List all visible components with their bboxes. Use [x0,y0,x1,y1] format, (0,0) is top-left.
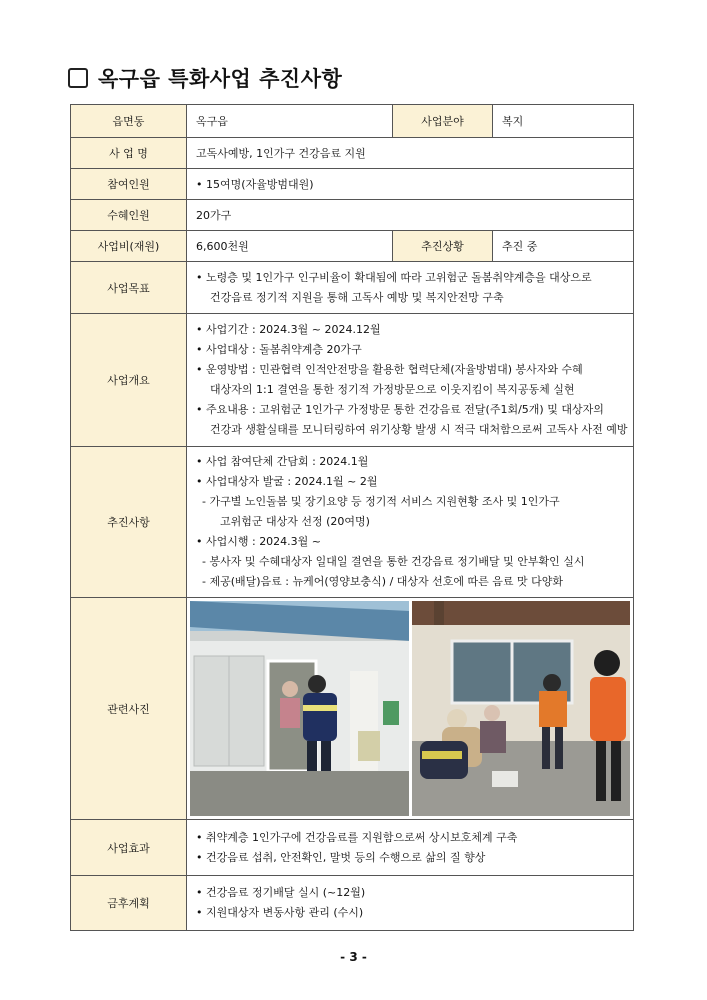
label-plan: 금후계획 [71,876,187,931]
label-budget: 사업비(재원) [71,231,187,262]
progress-line: • 사업시행 : 2024.3월 ~ [196,535,322,548]
row-goal [71,262,634,314]
label-status: 추진상황 [393,231,493,262]
label-participants: 참여인원 [71,169,187,200]
goal-line: 건강음료 정기적 지원을 통해 고독사 예방 및 복지안전망 구축 [210,290,504,304]
row-project-name [71,138,634,169]
overview-line: • 주요내용 : 고위험군 1인가구 가정방문 통한 건강음료 전달(주1회/5개) 및 대상자의 [196,403,604,416]
value-plan [187,876,634,931]
page-number: - 3 - [340,950,367,964]
progress-line: - 가구별 노인돌봄 및 장기요양 등 정기적 서비스 지원현황 조사 및 1인가구 [202,495,560,508]
label-beneficiaries: 수혜인원 [71,200,187,231]
value-goal [187,262,634,314]
plan-line: • 건강음료 정기배달 실시 (~12월) [196,886,366,899]
plan-line: • 지원대상자 변동사항 관리 (수시) [196,906,364,919]
overview-line: • 사업기간 : 2024.3월 ~ 2024.12월 [196,323,381,336]
photos-cell [187,598,634,820]
value-project-name: 고독사예방, 1인가구 건강음료 지원 [187,138,634,169]
row-region [71,105,634,138]
row-progress [71,447,634,598]
label-photos: 관련사진 [71,598,187,820]
label-overview: 사업개요 [71,314,187,447]
overview-line: 대상자의 1:1 결연을 통한 정기적 가정방문으로 이웃지킴이 복지공동체 실현 [210,383,575,396]
overview-line: • 운영방법 : 민관협력 인적안전망을 활용한 협력단체(자율방범대) 봉사자와 수혜 [196,363,583,376]
row-overview [71,314,634,447]
row-effect [71,820,634,876]
label-project-name: 사 업 명 [71,138,187,169]
page-title: 옥구읍 특화사업 추진사항 [98,67,343,91]
progress-line: - 제공(배달)음료 : 뉴케어(영양보충식) / 대상자 선호에 따른 음료 맛 다양화 [202,575,564,588]
value-status: 추진 중 [493,231,634,262]
label-goal: 사업목표 [71,262,187,314]
effect-line: • 건강음료 섭취, 안전확인, 말벗 등의 수행으로 삶의 질 향상 [196,850,486,864]
label-effect: 사업효과 [71,820,187,876]
overview-line: 건강과 생활실태를 모니터링하여 위기상황 발생 시 적극 대처함으로써 고독사 사전 예방 [210,423,628,436]
value-beneficiaries: 20가구 [187,200,634,231]
value-effect [187,820,634,876]
value-region: 옥구읍 [187,105,393,138]
goal-line: • 노령층 및 1인가구 인구비율이 확대됨에 따라 고위험군 돌봄취약계층을 대상으로 [196,270,592,284]
page-title-area [68,62,342,94]
progress-line: - 봉사자 및 수혜대상자 일대일 결연을 통한 건강음료 정기배달 및 안부확인 실시 [202,555,585,568]
row-photos [71,598,634,820]
photo-visit-yard [412,601,631,816]
row-beneficiaries [71,200,634,231]
value-participants: • 15여명(자율방범대원) [187,169,634,200]
row-plan [71,876,634,931]
value-overview [187,314,634,447]
label-region: 읍면동 [71,105,187,138]
row-participants [71,169,634,200]
label-field: 사업분야 [393,105,493,138]
photo-visit-doorway [190,601,409,816]
value-field: 복지 [493,105,634,138]
progress-line: 고위험군 대상자 선정 (20여명) [220,515,370,528]
project-table [70,104,634,931]
progress-line: • 사업대상자 발굴 : 2024.1월 ~ 2월 [196,475,378,488]
value-progress [187,447,634,598]
row-budget [71,231,634,262]
value-budget: 6,600천원 [187,231,393,262]
progress-line: • 사업 참여단체 간담회 : 2024.1월 [196,455,369,468]
checkbox-square-icon [68,68,88,88]
overview-line: • 사업대상 : 돌봄취약계층 20가구 [196,343,362,356]
effect-line: • 취약계층 1인가구에 건강음료를 지원함으로써 상시보호체계 구축 [196,830,518,844]
label-progress: 추진사항 [71,447,187,598]
